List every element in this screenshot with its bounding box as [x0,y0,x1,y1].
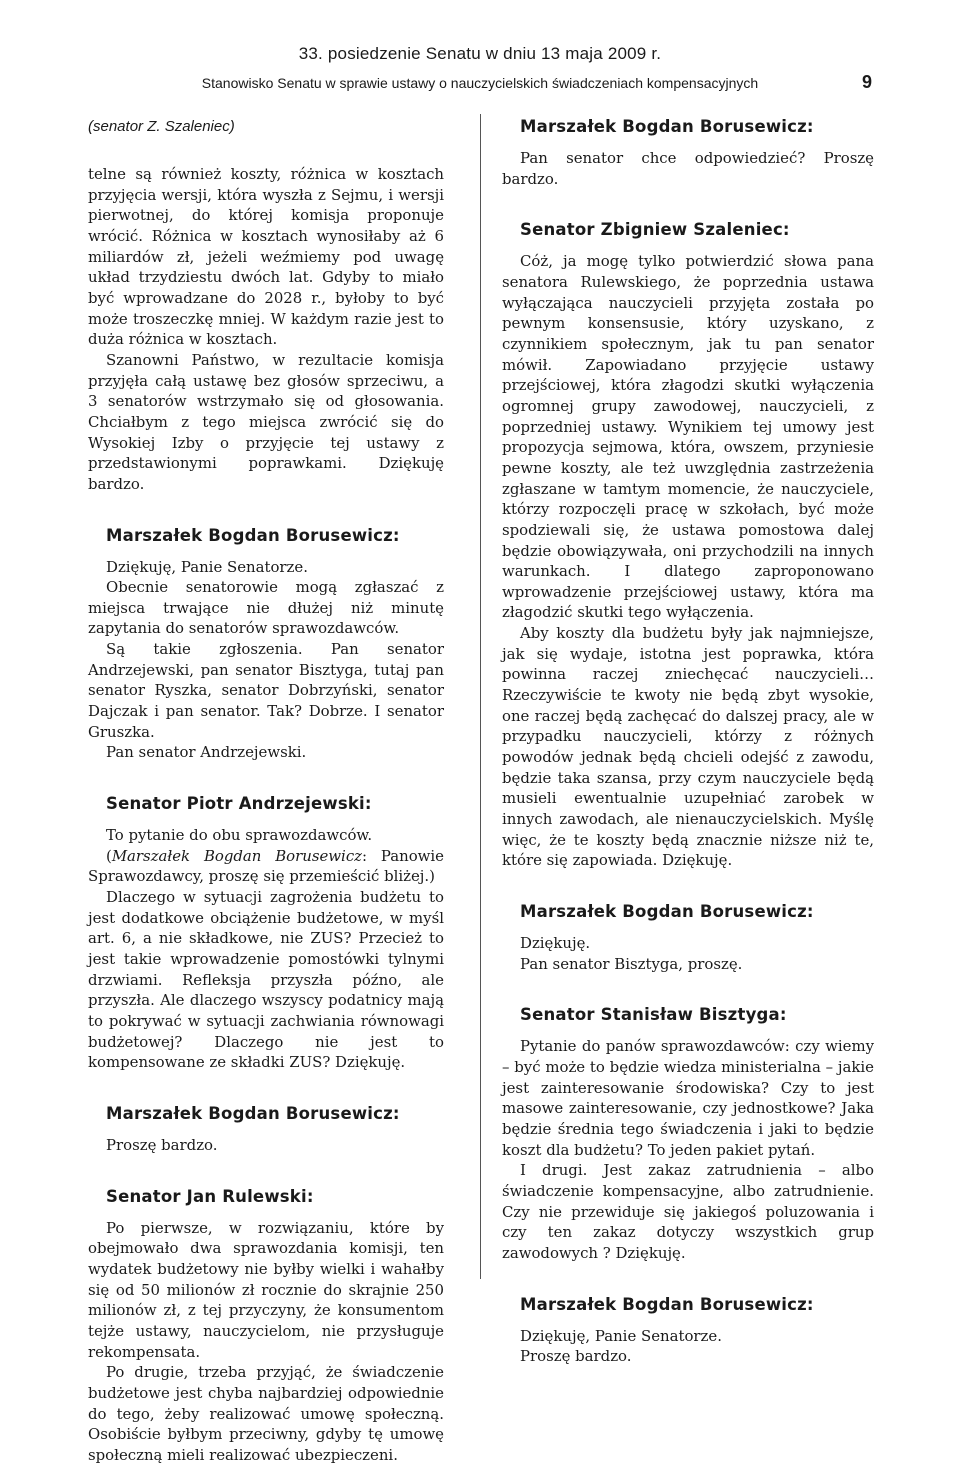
paragraph: Cóż, ja mogę tylko potwierdzić słowa pana senatora Rulewskiego, że poprzednia ustawa wyłączająca nauczycieli przyjęta została po pewnym konsensusie, który uzyskano, z czynnikiem społecznym, jak tu pan senator mówił. Zapowiadano przyjęcie ustawy przejściowej, która złagodzi skutki wyłączenia ogromnej grupy zawodowej, nauczycieli, z poprzedniej ustawy. Wynikiem tej umowy jest propozycja sejmowa, która, owszem, przyniesie pewne koszty, ale też uwzględnia zastrzeżenia zgłaszane w tamtym momencie, że nauczyciele, którzy rozpoczęli pracę w szkołach, być może spodziewali się, że ustawa pomostowa dalej będzie obowiązywała, oni przychodzili na innych warunkach. I dlatego zaproponowano wprowadzenie przejściowej ustawy, która ma złagodzić skutki tego wyłączenia. [502,252,874,622]
left-column [88,116,444,1465]
speaker-heading: Marszałek Bogdan Borusewicz: [520,117,814,136]
paragraph: Pan senator Bisztyga, proszę. [520,954,743,973]
paragraph: I drugi. Jest zakaz zatrudnienia – albo świadczenie kompensacyjne, albo zatrudnienie. Czy nie przewiduje się jakiegoś poluzowania i czy ten zakaz dotyczy wszystkich grup zawodowych ? Dziękuję. [502,1161,874,1262]
speaker-heading: Senator Jan Rulewski: [106,1186,314,1206]
paragraph: Są takie zgłoszenia. Pan senator Andrzejewski, pan senator Bisztyga, tutaj pan senator Ryszka, senator Dobrzyński, senator Dajczak i pan senator. Tak? Dobrze. I senator Gruszka. [88,640,444,741]
paragraph: Pan senator Andrzejewski. [106,743,307,762]
paragraph: Proszę bardzo. [106,1135,218,1154]
paragraph: Dlaczego w sytuacji zagrożenia budżetu to jest dodatkowe obciążenie budżetowe, w myśl art. 6, a nie składkowe, nie ZUS? Przecież to jest takie wprowadzenie pomostówki tylnymi drzwiami. Refleksja przyszła późno, ale przyszła. Ale dlaczego wszyscy podatnicy mają to pokrywać w sytuacji zachwiania równowagi budżetowej? Dlaczego nie jest to kompensowane ze składki ZUS? Dziękuję. [88,888,444,1072]
paragraph: Dziękuję, Panie Senatorze. [106,557,308,576]
paragraph: Aby koszty dla budżetu były jak najmniejsze, jak się wydaje, istotna jest poprawka, która powinna raczej zniechęcać nauczycieli… Rzeczywiście te kwoty nie będą zbyt wysokie, one raczej będą zachęcać do dalszej pracy, ale w przypadku nauczycieli, którzy z różnych powodów jednak będą chcieli odejść z zawodu, będzie taka szansa, przy czym nauczyciele będą musieli ewentualnie uzupełniać zarobek w innych zawodach, ale nienauczycielskich. Myślę więc, że te koszty będą znacznie niższe niż te, które się zapowiada. Dziękuję. [502,624,874,870]
paragraph: Po pierwsze, w rozwiązaniu, które by obejmowało dwa sprawozdania komisji, ten wydatek budżetowy nie byłby wielki i wahałby się od 50 milionów zł rocznie do skrajnie 250 milionów zł, z tej przyczyny, że konsumentom tejże ustawy, nauczycielom, nie przysługuje rekompensata. [88,1218,444,1361]
session-title: 33. posiedzenie Senatu w dniu 13 maja 2009 r. [298,44,662,63]
paragraph: telne są również koszty, różnica w kosztach przyjęcia wersji, która wyszła z Sejmu, i wersji pierwotnej, do której komisja proponuje wrócić. Różnica w kosztach wynosiłaby aż 6 miliardów zł, jeżeli weźmiemy pod uwagę układ trzydziestu dwóch lat. Gdyby to miało być wprowadzane do 2028 r., byłoby to być może troszeczkę mniej. W każdym razie jest to duża różnica w kosztach. [88,165,444,349]
paragraph: Po drugie, trzeba przyjąć, że świadczenie budżetowe jest chyba najbardziej odpowiednie do tego, żeby realizować umowę społeczną. Osobiście byłbym przeciwny, gdyby tę umowę społeczną mieli realizować ubezpieczeni. [88,1363,444,1464]
interjection-speaker: Marszałek Bogdan Borusewicz [111,846,363,865]
speaker-heading: Marszałek Bogdan Borusewicz: [106,1103,400,1123]
speaker-heading: Marszałek Bogdan Borusewicz: [520,902,814,921]
paragraph: Proszę bardzo. [520,1347,632,1366]
paragraph: Obecnie senatorowie mogą zgłaszać z miejsca trwające nie dłużej niż minutę zapytania do senatorów sprawozdawców. [88,578,444,638]
paragraph: Dziękuję, Panie Senatorze. [520,1326,722,1345]
interjection-open: ( [106,846,112,865]
paragraph: Dziękuję. [520,934,591,952]
speaker-heading: Marszałek Bogdan Borusewicz: [106,525,400,545]
column-divider [480,114,481,1279]
paragraph: To pytanie do obu sprawozdawców. [106,826,373,845]
speaker-heading: Senator Stanisław Bisztyga: [520,1005,787,1025]
section-subtitle: Stanowisko Senatu w sprawie ustawy o nauczycielskich świadczeniach kompensacyjnych [201,75,759,91]
running-speaker-caption: (senator Z. Szaleniec) [88,118,235,135]
paragraph: Szanowni Państwo, w rezultacie komisja przyjęła całą ustawę bez głosów sprzeciwu, a 3 senatorów wstrzymało się od głosowania. Chciałbym z tego miejsca zwrócić się do Wysokiej Izby o przyjęcie tej ustawy z przedstawionymi poprawkami. Dziękuję bardzo. [88,350,444,493]
interjection-paragraph [88,846,444,887]
right-column [502,116,874,1367]
speaker-heading: Senator Zbigniew Szaleniec: [520,220,790,240]
page-header [0,0,960,108]
speaker-heading: Senator Piotr Andrzejewski: [106,794,372,814]
speaker-heading: Marszałek Bogdan Borusewicz: [520,1294,814,1314]
paragraph: Pan senator chce odpowiedzieć? Proszę bardzo. [502,149,874,188]
interjection-text: : Panowie Sprawozdawcy, proszę się przemieścić bliżej.) [88,846,444,886]
paragraph: Pytanie do panów sprawozdawców: czy wiemy – być może to będzie wiedza ministerialna – jakie jest zainteresowanie środowiska? Czy to jest masowe zainteresowanie, czy jednostkowe? Jaka będzie średnia tego świadczenia i jaki to będzie koszt dla budżetu? To jeden pakiet pytań. [502,1037,874,1159]
page-number: 9 [861,72,872,92]
